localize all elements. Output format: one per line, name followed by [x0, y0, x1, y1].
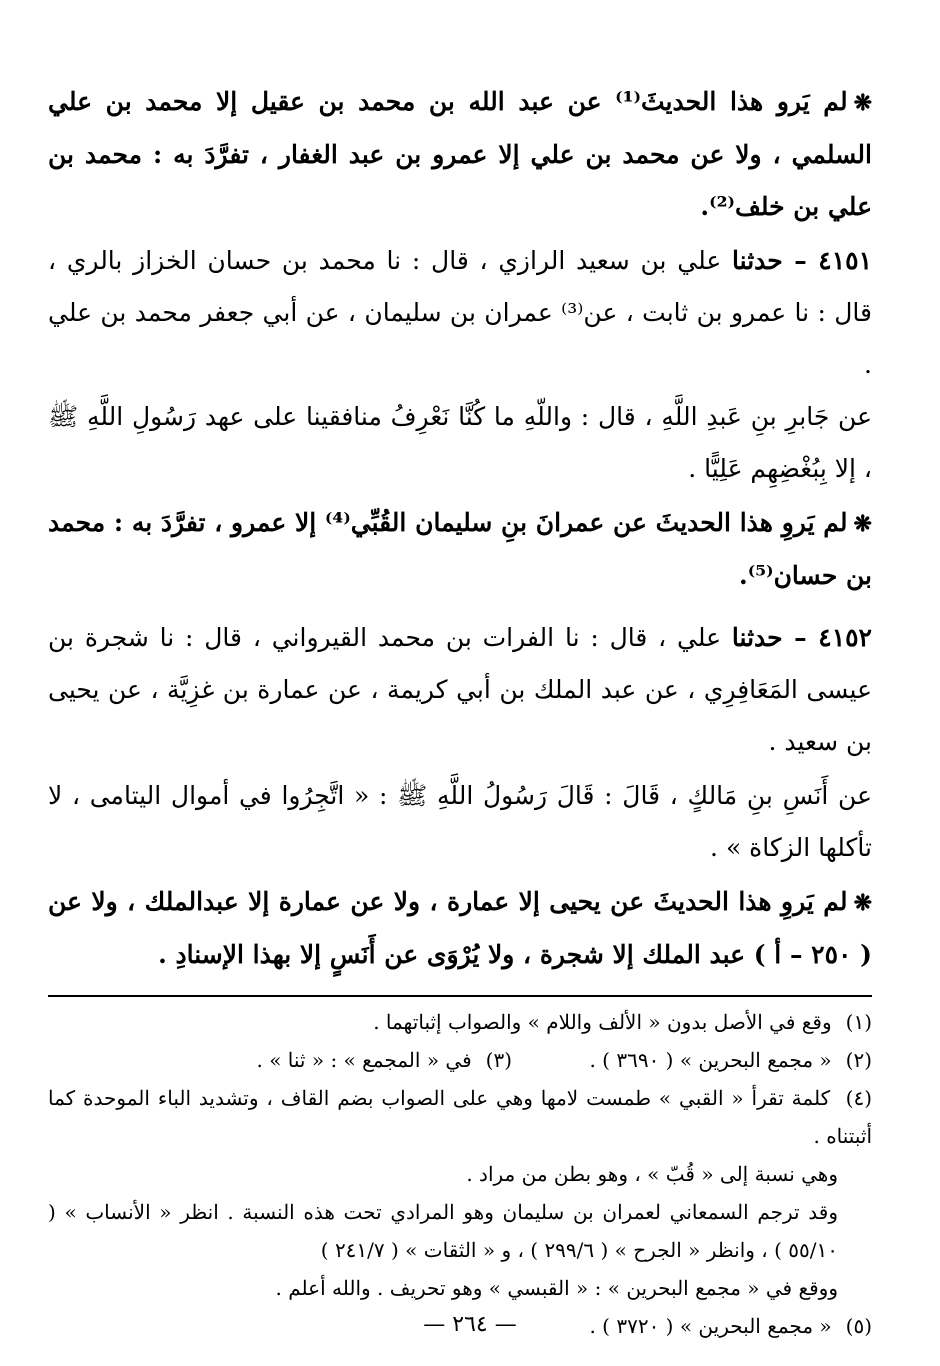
footnote-divider — [48, 995, 872, 997]
hadith-number: ٤١٥١ – حدثنا — [732, 246, 872, 275]
commentary-text-end: محمد بن حسان⁽⁵⁾. — [48, 508, 872, 590]
isnad-text: علي بن سعيد الرازي ، قال : نا محمد بن حسان الخزاز بالري ، قال : نا عمرو بن ثابت ، عن⁽³⁾ عمران بن سليمان ، عن أبي جعفر محمد بن علي . — [48, 246, 872, 379]
commentary-paragraph-2 — [48, 497, 872, 602]
footnote-3 — [256, 1041, 512, 1079]
footnote-1 — [48, 1003, 872, 1041]
footnote-text: ووقع في « مجمع البحرين » : « القبسي » وهو تحريف . والله أعلم . — [275, 1276, 838, 1300]
matn-text: عن جَابرِ بنِ عَبدِ اللَّهِ ، قال : واللّهِ ما كُنَّا نَعْرِفُ منافقينا على عهد رَسُولِ اللَّهِ ﷺ ، إلا بِبُغْضِهِم عَلِيًّا . — [48, 402, 872, 483]
commentary-text: لم يَروِ هذا الحديثَ عن عمرانَ بنِ سليمان القُبِّي⁽⁴⁾ إلا عمرو ، تفرَّدَ به : — [113, 508, 848, 537]
commentary-paragraph-3 — [48, 876, 872, 981]
footnote-row-2-3 — [48, 1041, 872, 1079]
hadith-4151-matn — [48, 391, 872, 495]
page-number: — ٢٦٤ — — [423, 1312, 517, 1337]
footnote-2 — [512, 1041, 872, 1079]
asterism-icon: ❋ — [853, 90, 872, 116]
footnote-text: كلمة تقرأ « القبي » طمست لامها وهي على الصواب بضم القاف ، وتشديد الباء الموحدة كما أثبتناه . — [48, 1086, 872, 1148]
footnote-4 — [48, 1079, 872, 1155]
hadith-4151-isnad — [48, 235, 872, 391]
footnote-4-continuation — [48, 1193, 872, 1269]
footnote-text: « مجمع البحرين » ( ٣٧٢٠ ) . — [589, 1314, 832, 1338]
footnote-text: وقع في الأصل بدون « الألف واللام » والصواب إثباتهما . — [373, 1010, 832, 1034]
hadith-number: ٤١٥٢ – حدثنا — [731, 623, 872, 652]
commentary-paragraph-1 — [48, 76, 872, 233]
commentary-text: لم يَروِ هذا الحديثَ عن يحيى إلا عمارة ، ولا عن عمارة إلا عبدالملك ، ولا عن ( ٢٥٠ – أ ) عبد الملك إلا شجرة ، ولا يُرْوَى عن أَنَسٍ إلا بهذا الإسنادِ . — [48, 887, 872, 969]
footnote-number: (٢) — [845, 1048, 872, 1072]
footnote-text: « مجمع البحرين » ( ٣٦٩٠ ) . — [589, 1048, 832, 1072]
footnote-text: في « المجمع » : « ثنا » . — [256, 1048, 472, 1072]
footnote-number: (١) — [845, 1010, 872, 1034]
footnote-number: (٥) — [845, 1314, 872, 1338]
commentary-text: لم يَرو هذا الحديثَ⁽¹⁾ عن عبد الله بن محمد بن عقيل إلا محمد بن علي السلمي ، ولا عن محمد بن علي إلا عمرو بن عبد الغفار ، تفرَّدَ به : محمد بن علي بن خلف⁽²⁾. — [48, 87, 872, 221]
footnote-text: وهي نسبة إلى « قُبّ » ، وهو بطن من مراد . — [466, 1162, 838, 1186]
hadith-4152-isnad — [48, 612, 872, 768]
footnote-number: (٤) — [845, 1086, 873, 1110]
footnote-4-continuation — [48, 1269, 872, 1307]
book-page — [48, 76, 872, 1366]
hadith-4152-matn — [48, 770, 872, 874]
isnad-text: علي ، قال : نا الفرات بن محمد القيرواني ، قال : نا شجرة بن عيسى المَعَافِرِي ، عن عبد الملك بن أبي كريمة ، عن عمارة بن غزِيَّة ، عن يحيى بن سعيد . — [48, 623, 872, 756]
matn-text: عن أَنَسِ بنِ مَالكٍ ، قَالَ : قَالَ رَسُولُ اللَّهِ ﷺ : « اتَّجِرُوا في أموال اليتامى ، لا تأكلها الزكاة » . — [48, 781, 872, 862]
footnote-4-continuation — [48, 1155, 872, 1193]
footnote-number: (٣) — [485, 1048, 512, 1072]
asterism-icon: ❋ — [853, 890, 872, 916]
asterism-icon: ❋ — [853, 511, 872, 537]
footnote-text: وقد ترجم السمعاني لعمران بن سليمان وهو المرادي تحت هذه النسبة . انظر « الأنساب » ( ٥٥/١٠ ) ، وانظر « الجرح » ( ٢٩٩/٦ ) ، و « الثقات » ( ٢٤١/٧ ) — [48, 1200, 838, 1262]
